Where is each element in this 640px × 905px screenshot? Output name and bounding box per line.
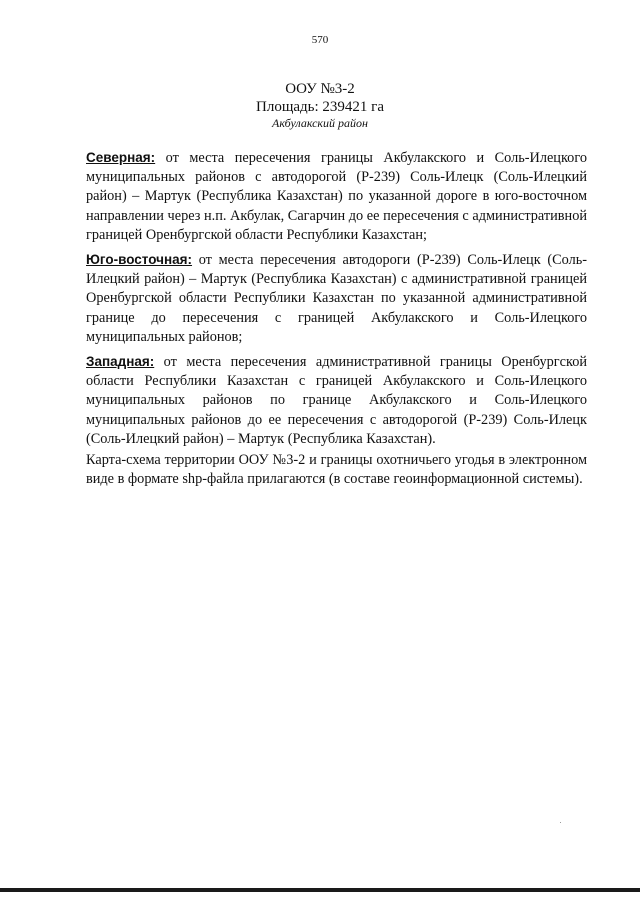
boundary-section-southeast [86,250,587,347]
area-line: Площадь: 239421 га [256,99,384,115]
section-heading-west: Западная: [86,354,155,369]
section-text-southeast: от места пересечения автодороги (Р-239) Соль-Илецк (Соль-Илецкий район) – Мартук (Республика Казахстан) с административной границей Оренбургской области Республики Казахстан по указанной административной границе до пересечения с границей Акбулакского и Соль-Илецкого муниципальных районов; [86,252,587,345]
district-subtitle: Акбулакский район [272,116,368,130]
page-title: ООУ №3-2 [285,81,355,97]
boundary-section-west [86,352,587,449]
section-heading-north: Северная: [86,150,156,165]
page-number: 570 [311,34,329,46]
bottom-scan-border [0,888,640,892]
scan-speck [560,822,561,823]
section-heading-southeast: Юго-восточная: [86,252,193,267]
section-text-west: от места пересечения административной границы Оренбургской области Республики Казахстан с границей Акбулакского и Соль-Илецкого муниципальных районов по границе Акбулакского и Соль-Илецкого муниципальных районов до ее пересечения с автодорогой (Р-239) Соль-Илецк (Соль-Илецкий район) – Мартук (Республика Казахстан). [86,354,587,447]
section-text-north: от места пересечения границы Акбулакского и Соль-Илецкого муниципальных районов с автодорогой (Р-239) Соль-Илецк (Соль-Илецкий район) – Мартук (Республика Казахстан) по указанной дороге в юго-восточном направлении через н.п. Акбулак, Сагарчин до ее пересечения с административной границей Оренбургской области Республики Казахстан; [86,150,587,243]
title-block [0,80,640,131]
map-note-paragraph: Карта-схема территории ООУ №3-2 и границы охотничьего угодья в электронном виде в формате shp-файла прилагаются (в составе геоинформационной системы). [86,452,587,488]
boundary-section-north [86,148,587,245]
